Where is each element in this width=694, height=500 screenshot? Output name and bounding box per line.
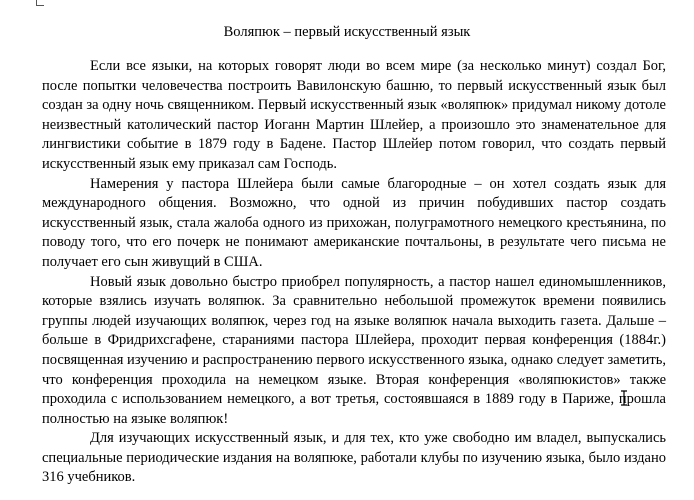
i-beam-cursor-icon [620, 390, 628, 406]
page-corner-mark [36, 0, 44, 6]
paragraph-2: Намерения у пастора Шлейера были самые благородные – он хотел создать язык для международного общения. Возможно, что одной из причин побудивших пастор создать искусственный язык, стала жалоба одного из прихожан, полуграмотного немецкого крестьянина, по поводу того, что его почерк не понимают американские почтальоны, в результате чего письма не получает его сын живущий в США. [42, 175, 666, 270]
paragraph-1: Если все языки, на которых говорят люди во всем мире (за несколько минут) создал Бог, после попытки человечества построить Вавилонскую башню, то первый искусственный язык был создан за одну ночь священником. Первый искусственный язык «воляпюк» придумал никому дотоле неизвестный католический пастор Иоганн Мартин Шлейер, а произошло это знаменательное для лингвистики событие в 1879 году в Бадене. Пастор Шлейер потом говорил, что создать первый искусственный язык ему приказал сам Господь. [42, 58, 666, 172]
document-title: Воляпюк – первый искусственный язык [223, 24, 471, 40]
paragraph-3: Новый язык довольно быстро приобрел популярность, а пастор нашел единомышленников, которые взялись изучать воляпюк. За сравнительно небольшой промежуток времени появились группы людей изучающих воляпюк, через год на языке воляпюк начала выходить газета. Дальше – больше в Фридрихсгафене, стараниями пастора Шлейера, проходит первая конференция (1884г.) посвященная изучению и распространению первого искусственного языка, однако следует заметить, что конференция проходила на немецком языке. Вторая конференция «воляпюкистов» также проходила с использованием немецкого, а вот третья, состоявшаяся в 1889 году в Париже, прошла полностью на языке воляпюк! [42, 273, 666, 427]
document-body [42, 57, 666, 488]
paragraph-4: Для изучающих искусственный язык, и для тех, кто уже свободно им владел, выпускались специальные периодические издания на воляпюке, работали клубы по изучению языка, было издано 316 учебников. [42, 430, 666, 486]
